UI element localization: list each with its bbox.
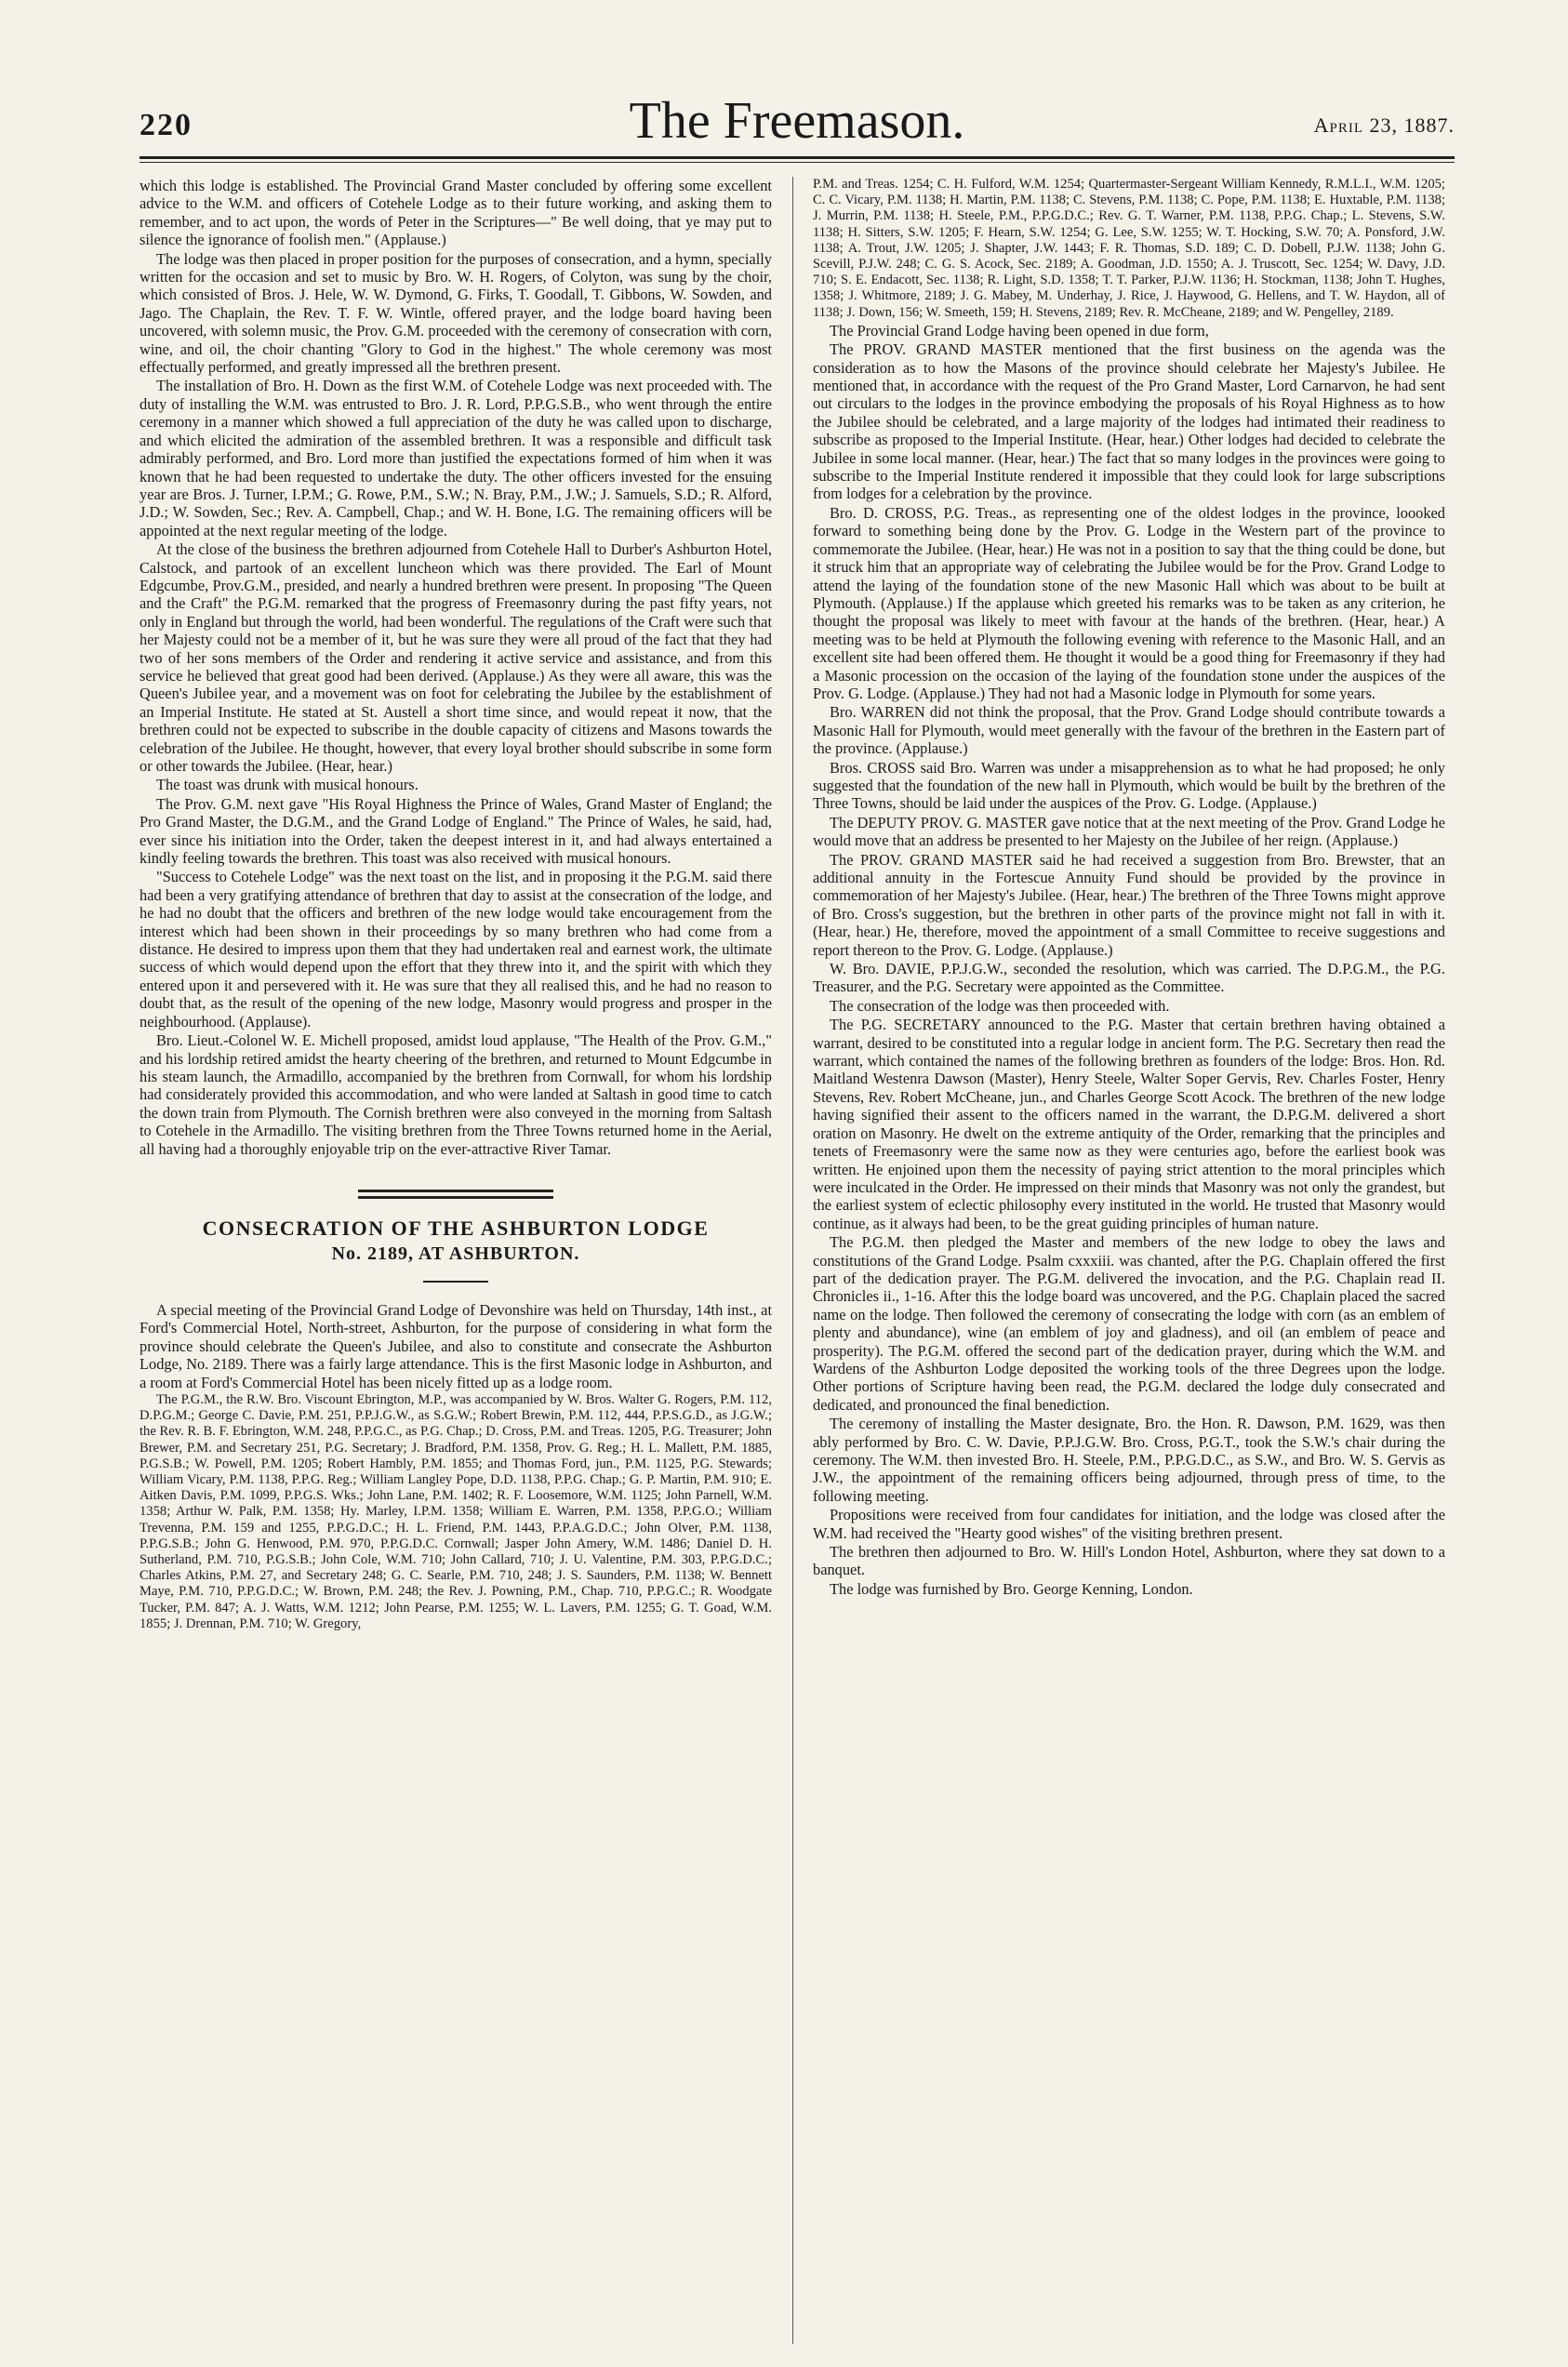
section-heading: CONSECRATION OF THE ASHBURTON LODGE (202, 1216, 710, 1240)
paragraph: The Provincial Grand Lodge having been opened in due form, (830, 321, 1209, 339)
paragraph: The installation of Bro. H. Down as the first W.M. of Cotehele Lodge was next proceeded with. The duty of installing the W.M. was entrusted to Bro. J. R. Lord, P.P.G.S.B., who went through the entire ceremony in a manner which showed a full appreciation of the duty he was called upon to discharge, and which elicited the admiration of the assembled brethren. It was a responsible and difficult task admirably performed, and Bro. Lord more than justified the expectations formed of him when it was known that he had been requested to undertake the duty. The other officers invested for the ensuing year are Bros. J. Turner, I.P.M.; G. Rowe, P.M., S.W.; N. Bray, P.M., J.W.; J. Samuels, S.D.; R. Alford, J.D.; W. Sowden, Sec.; Rev. A. Campbell, Chap.; and W. H. Bone, I.G. The remaining officers will be appointed at the next regular meeting of the lodge. (140, 377, 772, 539)
paragraph: The PROV. GRAND MASTER mentioned that the first business on the agenda was the consideration as to how the Masons of the province should celebrate her Majesty's Jubilee. He mentioned that, in accordance with the request of the Pro Grand Master, Lord Carnarvon, he had sent out circulars to the lodges in the province embodying the proposals of his Royal Highness as to how the Jubilee should be celebrated, and a large majority of the lodges had intimated their readiness to subscribe as proposed to the Imperial Institute. (Hear, hear.) Other lodges had decided to celebrate the Jubilee in some local manner. (Hear, hear.) The fact that so many lodges in the provinces were going to subscribe to the Imperial Institute rendered it impossible that they could look for large subscriptions from lodges for a celebration by the province. (813, 340, 1445, 503)
paragraph: The PROV. GRAND MASTER said he had received a suggestion from Bro. Brewster, that an additional annuity in the Fortescue Annuity Fund should be provided by the province in commemoration of her Majesty's Jubilee. (Hear, hear.) The brethren of the Three Towns might approve of Bro. Cross's suggestion, but the brethren in other parts of the province might not fall in with it. (Hear, hear.) He, therefore, moved the appointment of a small Committee to receive suggestions and report thereon to the Prov. G. Lodge. (Applause.) (813, 850, 1445, 959)
section-short-rule (423, 1281, 488, 1283)
paragraph: The toast was drunk with musical honours. (156, 776, 419, 794)
paragraph: "Success to Cotehele Lodge" was the next toast on the list, and in proposing it the P.G.M. said there had been a very gratifying attendance of brethren that day to assist at the consecration of the lodge, and he had no doubt that the officers and brethren of the new lodge would take encouragement from the interest which had been shown in their proceedings by so many brethren who had come from a distance. He desired to impress upon them that they had undertaken real and earnest work, the ultimate success of which would depend upon the effort that they threw into it, and the spirit with which they entered upon it and persevered with it. He was sure that they all realised this, and he had no reason to doubt that, as the result of the opening of the new lodge, Masonry would progress and prosper in the neighbourhood. (Applause). (140, 868, 772, 1031)
column-divider (792, 177, 793, 2344)
section-divider (358, 1190, 553, 1199)
article-columns (140, 177, 1455, 2344)
paragraph: The ceremony of installing the Master designate, Bro. the Hon. R. Dawson, P.M. 1629, was then ably performed by Bro. C. W. Davie, P.P.J.G.W. Bro. Cross, P.G.T., took the S.W.'s chair during the ceremony. The W.M. then invested Bro. H. Steele, P.M., P.P.G.D.C., as S.W., and Bro. W. S. Gervis as J.W., the appointment of the remaining officers being adjourned, through press of time, to the following meeting. (813, 1415, 1445, 1505)
paragraph: which this lodge is established. The Provincial Grand Master concluded by offering some excellent advice to the W.M. and officers of Cotehele Lodge as to their future working, and asking them to remember, and to act upon, the words of Peter in the Scriptures—" Be well doing, that ye may put to silence the ignorance of foolish men." (Applause.) (140, 177, 772, 249)
paragraph: The brethren then adjourned to Bro. W. Hill's London Hotel, Ashburton, where they sat down to a banquet. (813, 1543, 1445, 1579)
left-column (140, 177, 772, 2344)
paragraph: The consecration of the lodge was then proceeded with. (830, 996, 1170, 1015)
paragraph: The lodge was furnished by Bro. George Kenning, London. (830, 1579, 1193, 1598)
publication-title: The Freemason. (629, 92, 965, 150)
issue-date: April 23, 1887. (1313, 113, 1455, 137)
paragraph: Bros. CROSS said Bro. Warren was under a misapprehension as to what he had proposed; he only suggested that the foundation of the new hall in Plymouth, which would be built by the brethren of the Three Towns, should be laid under the auspices of the Prov. G. Lodge. (Applause.) (813, 758, 1445, 813)
paragraph: A special meeting of the Provincial Grand Lodge of Devonshire was held on Thursday, 14th inst., at Ford's Commercial Hotel, North-street, Ashburton, for the purpose of considering in what form the province should celebrate the Queen's Jubilee, and also to constitute and consecrate the Ashburton Lodge, No. 2189. There was a fairly large attendance. This is the first Masonic lodge in Ashburton, and a room at Ford's Commercial Hotel has been nicely fitted up as a lodge room. (140, 1300, 772, 1391)
section-subheading: No. 2189, AT ASHBURTON. (331, 1243, 580, 1264)
attendance-list: The P.G.M., the R.W. Bro. Viscount Ebrington, M.P., was accompanied by W. Bros. Walter G. Rogers, P.M. 112, D.P.G.M.; George C. Davie, P.M. 251, P.P.J.G.W., as S.G.W.; Robert Brewin, P.M. 112, 444, P.P.S.G.D., as J.G.W.; the Rev. R. B. F. Ebrington, W.M. 248, P.P.G.C., as P.G. Chap.; D. Cross, P.M. and Treas. 1205, P.G. Treasurer; John Brewer, P.M. and Secretary 251, P.G. Secretary; J. Bradford, P.M. 1358, Prov. G. Reg.; H. L. Mallett, P.M. 1885, P.G.S.B.; W. Powell, P.M. 1205; Robert Hambly, P.M. 1855; and Thomas Ford, jun., P.M. 1125, P.G. Stewards; William Vicary, P.M. 1138, P.P.G. Reg.; William Langley Pope, D.D. 1138, P.P.G. Chap.; G. P. Martin, P.M. 910; E. Aitken Davis, P.M. 1099, P.P.G.S. Wks.; John Lane, P.M. 1402; R. F. Loosemore, W.M. 1125; John Parnell, W.M. 1358; Arthur W. Palk, P.M. 1358; Hy. Marley, I.P.M. 1358; William E. Warren, P.M. 1358, P.P.G.O.; William Trevenna, P.M. 159 and 1255, P.P.G.D.C.; H. L. Friend, P.M. 1443, P.P.A.G.D.C.; John Olver, P.M. 1138, P.P.G.S.B.; John G. Henwood, P.M. 970, P.P.G.D.C. Cornwall; Jasper John Amery, W.M. 1486; Daniel D. H. Sutherland, P.M. 710, P.G.S.B.; John Cole, W.M. 710; John Callard, 710; J. U. Valentine, P.M. 303, P.P.G.D.C.; Charles Atkins, P.M. 27, and Secretary 248; G. C. Searle, P.M. 710, 248; J. S. Saunders, P.M. 1138; W. Bennett Maye, P.M. 710, P.P.G.D.C.; W. Brown, P.M. 248; the Rev. J. Powning, P.M., Chap. 710, P.P.G.C.; R. Woodgate Tucker, P.M. 847; A. J. Watts, W.M. 1212; John Pearse, P.M. 1255; W. L. Lavers, P.M. 1255; G. T. Goad, W.M. 1855; J. Drennan, P.M. 710; W. Gregory, (140, 1391, 772, 1631)
page-number: 220 (140, 108, 193, 142)
paragraph: The DEPUTY PROV. G. MASTER gave notice that at the next meeting of the Prov. Grand Lodge he would move that an address be presented to her Majesty on the Jubilee of her reign. (Applause.) (813, 813, 1445, 850)
paragraph: At the close of the business the brethren adjourned from Cotehele Hall to Durber's Ashburton Hotel, Calstock, and partook of an excellent luncheon which was there provided. The Earl of Mount Edgcumbe, Prov.G.M., presided, and nearly a hundred brethren were present. In proposing "The Queen and the Craft" the P.G.M. remarked that the progress of Freemasonry during the past fifty years, not only in England but through the world, had been wonderful. The regulations of the Craft were such that her Majesty could not be a member of it, but he was sure they were all proud of the fact that they had two of her sons members of the Order and rendering it active service and assistance, and from this service he believed that great good had been derived. (Applause.) As they were all aware, this was the Queen's Jubilee year, and a movement was on foot for celebrating the Jubilee by the establishment of an Imperial Institute. He stated at St. Austell a short time since, and would repeat it now, that the brethren could not be expected to subscribe in the double capacity of citizens and Masons towards the celebration of the Jubilee. He thought, however, that every loyal brother should subscribe in some form or other towards the Jubilee. (Hear, hear.) (140, 540, 772, 775)
paragraph: The Prov. G.M. next gave "His Royal Highness the Prince of Wales, Grand Master of England; the Pro Grand Master, the D.G.M., and the Grand Lodge of England." The Prince of Wales, he said, had, ever since his initiation into the Order, taken the deepest interest in it, and had always entertained a kindly feeling towards the brethren. This toast was also received with musical honours. (140, 794, 772, 868)
right-column (813, 177, 1445, 2344)
paragraph: The P.G.M. then pledged the Master and members of the new lodge to obey the laws and constitutions of the Grand Lodge. Psalm cxxxiii. was chanted, after the P.G. Chaplain offered the first part of the dedication prayer. The P.G.M. delivered the invocation, and the P.G. Chaplain read II. Chronicles ii., 1-16. After this the lodge board was uncovered, and the P.G. Chaplain placed the sacred name on the lodge. Then followed the ceremony of consecrating the lodge with corn (as an emblem of plenty and abundance), wine (an emblem of joy and gladness), and oil (an emblem of peace and prosperity). The P.G.M. offered the second part of the dedication prayer, during which the W.M. and Wardens of the Ashburton Lodge deposited the working tools of the three Degrees upon the lodge. Other portions of Scripture having been read, the P.G.M. declared the lodge duly consecrated and dedicated, and pronounced the final benediction. (813, 1233, 1445, 1414)
attendance-list-continued: P.M. and Treas. 1254; C. H. Fulford, W.M. 1254; Quartermaster-Sergeant William Kennedy, R.M.L.I., W.M. 1205; C. C. Vicary, P.M. 1138; H. Martin, P.M. 1138; C. Stevens, P.M. 1138; C. Pope, P.M. 1138; E. Huxtable, P.M. 1138; J. Murrin, P.M. 1138; H. Steele, P.M., P.P.G.D.C.; Rev. G. T. Warner, P.M. 1138, P.P.G. Chap.; L. Stevens, S.W. 1138; H. Sitters, S.W. 1205; F. Hearn, S.W. 1254; G. Lee, S.W. 1255; W. T. Hocking, S.W. 70; A. Ponsford, J.W. 1138; A. Trout, J.W. 1205; J. Shapter, J.W. 1443; F. R. Thomas, S.D. 189; C. D. Dobell, P.J.W. 1138; John G. Scevill, P.J.W. 248; C. G. S. Acock, Sec. 2189; A. Goodman, J.D. 1550; A. J. Truscott, Sec. 1254; W. Davy, J.D. 710; S. E. Endacott, Sec. 1138; R. Light, S.D. 1358; T. T. Parker, P.J.W. 1136; H. Stockman, 1138; John T. Hughes, 1358; J. Whitmore, 2189; J. G. Mabey, M. Underhay, J. Rice, J. Haywood, G. Hellens, and T. W. Haydon, all of 1138; J. Down, 156; W. Smeeth, 159; H. Stevens, 2189; Rev. R. McCheane, 2189; and W. Pengelley, 2189. (813, 177, 1445, 320)
paragraph: Bro. Lieut.-Colonel W. E. Michell proposed, amidst loud applause, "The Health of the Prov. G.M.," and his lordship retired amidst the hearty cheering of the brethren, and returned to Mount Edgcumbe in his steam launch, the Armadillo, accompanied by the brethren from Cornwall, for whom his lordship had considerately provided this accommodation, and who were landed at Saltash in good time to catch the down train from Plymouth. The Cornish brethren were also conveyed in the morning from Saltash to Cotehele in the Armadillo. The visiting brethren from the Three Towns returned home in the Aerial, all having had a thoroughly enjoyable trip on the ever-attractive River Tamar. (140, 1031, 772, 1158)
paragraph: The P.G. SECRETARY announced to the P.G. Master that certain brethren having obtained a warrant, desired to be constituted into a regular lodge in ancient form. The P.G. Secretary then read the warrant, which contained the names of the following brethren as founders of the lodge: Bros. Hon. Rd. Maitland Westenra Dawson (Master), Henry Steele, Walter Soper Gervis, Rev. Charles Foster, Henry Stevens, Rev. Robert McCheane, jun., and Charles George Scott Acock. The brethren of the new lodge having signified their assent to the officers named in the warrant, the D.P.G.M. delivered a short oration on Masonry. He dwelt on the extreme antiquity of the Order, remarking that the principles and tenets of Freemasonry were the same now as they were centuries ago, before the earliest book was written. He enjoined upon them the necessity of paying strict attention to the moral principles which were inculcated in the Order. He impressed on their minds that Masonry was not only the grandest, but the earliest system of eclectic philosophy every instituted in the world. He trusted that Masonry would continue, as it always had been, to be the great guiding principles of human nature. (813, 1016, 1445, 1232)
paragraph: Bro. D. CROSS, P.G. Treas., as representing one of the oldest lodges in the province, loooked forward to something being done by the Prov. G. Lodge in the Western part of the province to commemorate the Jubilee. (Hear, hear.) He was not in a position to say that the thing could be done, but it struck him that an appropriate way of celebrating the Jubilee would be for the Prov. Grand Lodge to attend the laying of the foundation stone of the new Masonic Hall which was about to be built at Plymouth. (Applause.) If the applause which greeted his remarks was to be taken as any criterion, he thought the proposal was likely to meet with favour at the hands of the brethren. (Hear, hear.) A meeting was to be held at Plymouth the following evening with reference to the Masonic Hall, and an excellent site had been offered them. He thought it would be a good thing for Freemasonry if they had a Masonic procession on the occasion of the laying of the foundation stone under the auspices of the Prov. G. Lodge. (Applause.) They had not had a Masonic lodge in Plymouth for some years. (813, 503, 1445, 702)
masthead (140, 93, 1455, 151)
paragraph: The lodge was then placed in proper position for the purposes of consecration, and a hymn, specially written for the occasion and set to music by Bro. W. H. Rogers, of Colyton, was sung by the choir, which consisted of Bros. J. Hele, W. W. Dymond, G. Firks, T. Goodall, T. Gibbons, W. Sowden, and Jago. The Chaplain, the Rev. T. F. W. Wintle, offered prayer, and the lodge board having been uncovered, with solemn music, the Prov. G.M. proceeded with the ceremony of consecration with corn, wine, and oil, the choir chanting "Glory to God in the highest." The whole ceremony was most effectually performed, and greatly impressed all the brethren present. (140, 249, 772, 377)
paragraph: W. Bro. DAVIE, P.P.J.G.W., seconded the resolution, which was carried. The D.P.G.M., the P.G. Treasurer, and the P.G. Secretary were appointed as the Committee. (813, 960, 1445, 996)
masthead-rule (140, 156, 1455, 159)
masthead-rule-thin (140, 162, 1455, 163)
paragraph: Propositions were received from four candidates for initiation, and the lodge was closed after the W.M. had received the "Hearty good wishes" of the visiting brethren present. (813, 1506, 1445, 1542)
paragraph: Bro. WARREN did not think the proposal, that the Prov. Grand Lodge should contribute towards a Masonic Hall for Plymouth, would meet generally with the favour of the brethren in the Eastern part of the province. (Applause.) (813, 703, 1445, 758)
